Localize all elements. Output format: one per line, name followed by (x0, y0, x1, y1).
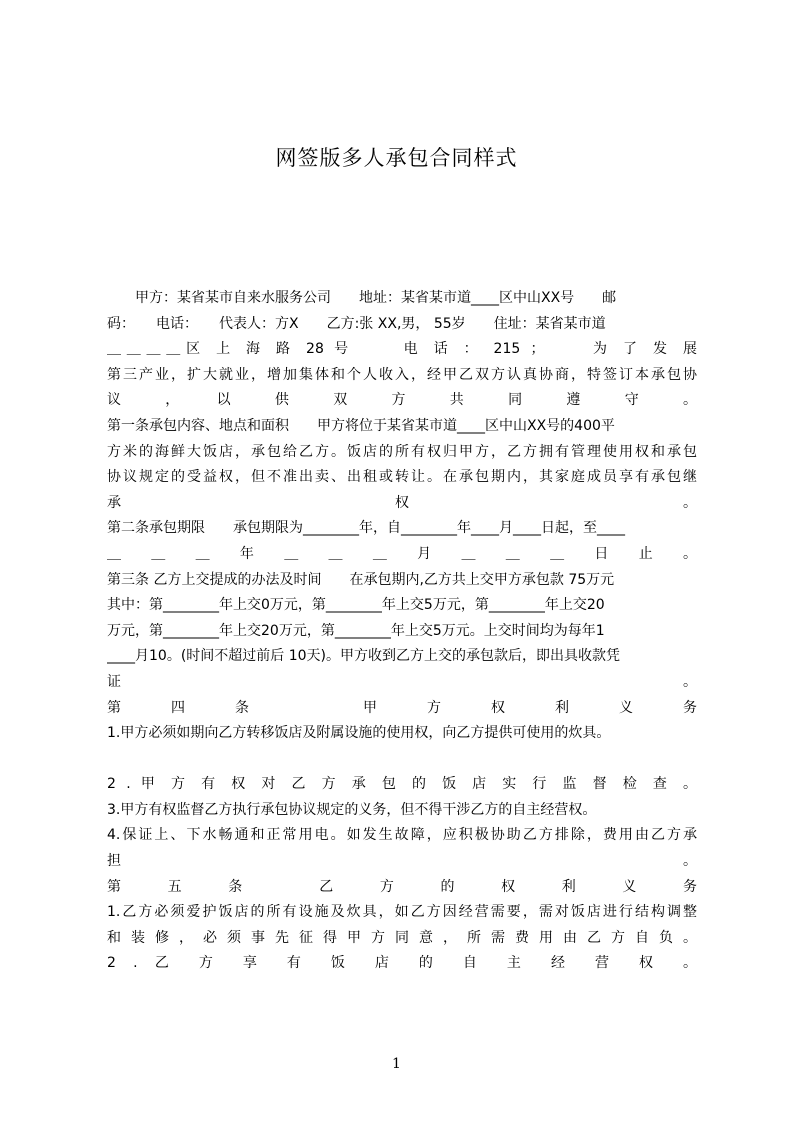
contract-line: 第三产业，扩大就业，增加集体和个人收入，经甲乙双方认真协商，特签订本承包协 (107, 366, 697, 383)
contract-line: 1.甲方必须如期向乙方转移饭店及附属设施的使用权，向乙方提供可使用的炊具。 (107, 725, 611, 742)
contract-line: ＿ ＿ ＿ 年 ＿ ＿ ＿ 月 ＿ ＿ ＿ 日 止 。 (107, 545, 697, 562)
contract-line: 第三条 乙方上交提成的办法及时间 在承包期内,乙方共上交甲方承包款 75万元 (107, 571, 615, 588)
contract-line: 其中：第________年上交0万元，第________年上交5万元，第________年上交20 (107, 597, 605, 614)
contract-line: ＿＿＿＿区 上 海 路 28 号 电 话 ： 215 ； 为 了 发 展 (107, 341, 697, 358)
contract-line: 甲方：某省某市自来水服务公司 地址：某省某市道____区中山XX号 邮 (107, 290, 617, 306)
contract-line: 承 权 。 (107, 494, 697, 511)
contract-body (107, 286, 697, 977)
contract-line: 第 五 条 乙 方 的 权 利 义 务 (107, 878, 697, 895)
contract-line: 方米的海鲜大饭店，承包给乙方。饭店的所有权归甲方，乙方拥有管理使用权和承包 (107, 443, 697, 460)
contract-line: 码： 电话： 代表人：方X 乙方:张 XX,男， 55岁 住址：某省某市道 (107, 315, 606, 332)
contract-line: 第一条承包内容、地点和面积 甲方将位于某省某市道____区中山XX号的400平 (107, 417, 615, 434)
contract-line: 2 . 乙 方 享 有 饭 店 的 自 主 经 营 权 。 (107, 955, 697, 972)
page-number: 1 (392, 1056, 401, 1072)
contract-line: 第 四 条 甲 方 权 利 义 务 (107, 699, 697, 716)
contract-line: 协议规定的受益权，但不准出卖、出租或转让。在承包期内，其家庭成员享有承包继 (107, 469, 697, 486)
contract-line: 3.甲方有权监督乙方执行承包协议规定的义务，但不得干涉乙方的自主经营权。 (107, 801, 597, 818)
document-title: 网签版多人承包合同样式 (275, 146, 518, 170)
contract-line: 2 . 甲 方 有 权 对 乙 方 承 包 的 饭 店 实 行 监 督 检 查 。 (107, 776, 697, 793)
contract-line (107, 747, 697, 773)
contract-line: 和 装 修 ， 必 须 事 先 征 得 甲 方 同 意 ， 所 需 费 用 由 乙 方 自 负 。 (107, 929, 697, 946)
contract-line: 议 ， 以 供 双 方 共 同 遵 守 。 (107, 392, 697, 409)
contract-line: 第二条承包期限 承包期限为________年，自________年____月____日起，至____ (107, 520, 625, 537)
contract-line: 证 。 (107, 673, 697, 690)
contract-line: 担 。 (107, 853, 697, 870)
contract-line: ____月10。(时间不超过前后 10天)。甲方收到乙方上交的承包款后，即出具收款凭 (107, 648, 621, 665)
contract-line: 万元，第________年上交20万元，第________年上交5万元。上交时间均为每年1 (107, 622, 605, 639)
contract-line: 4.保证上、下水畅通和正常用电。如发生故障，应积极协助乙方排除，费用由乙方承 (107, 827, 697, 844)
contract-line: 1.乙方必须爱护饭店的所有设施及炊具，如乙方因经营需要，需对饭店进行结构调整 (107, 904, 697, 921)
